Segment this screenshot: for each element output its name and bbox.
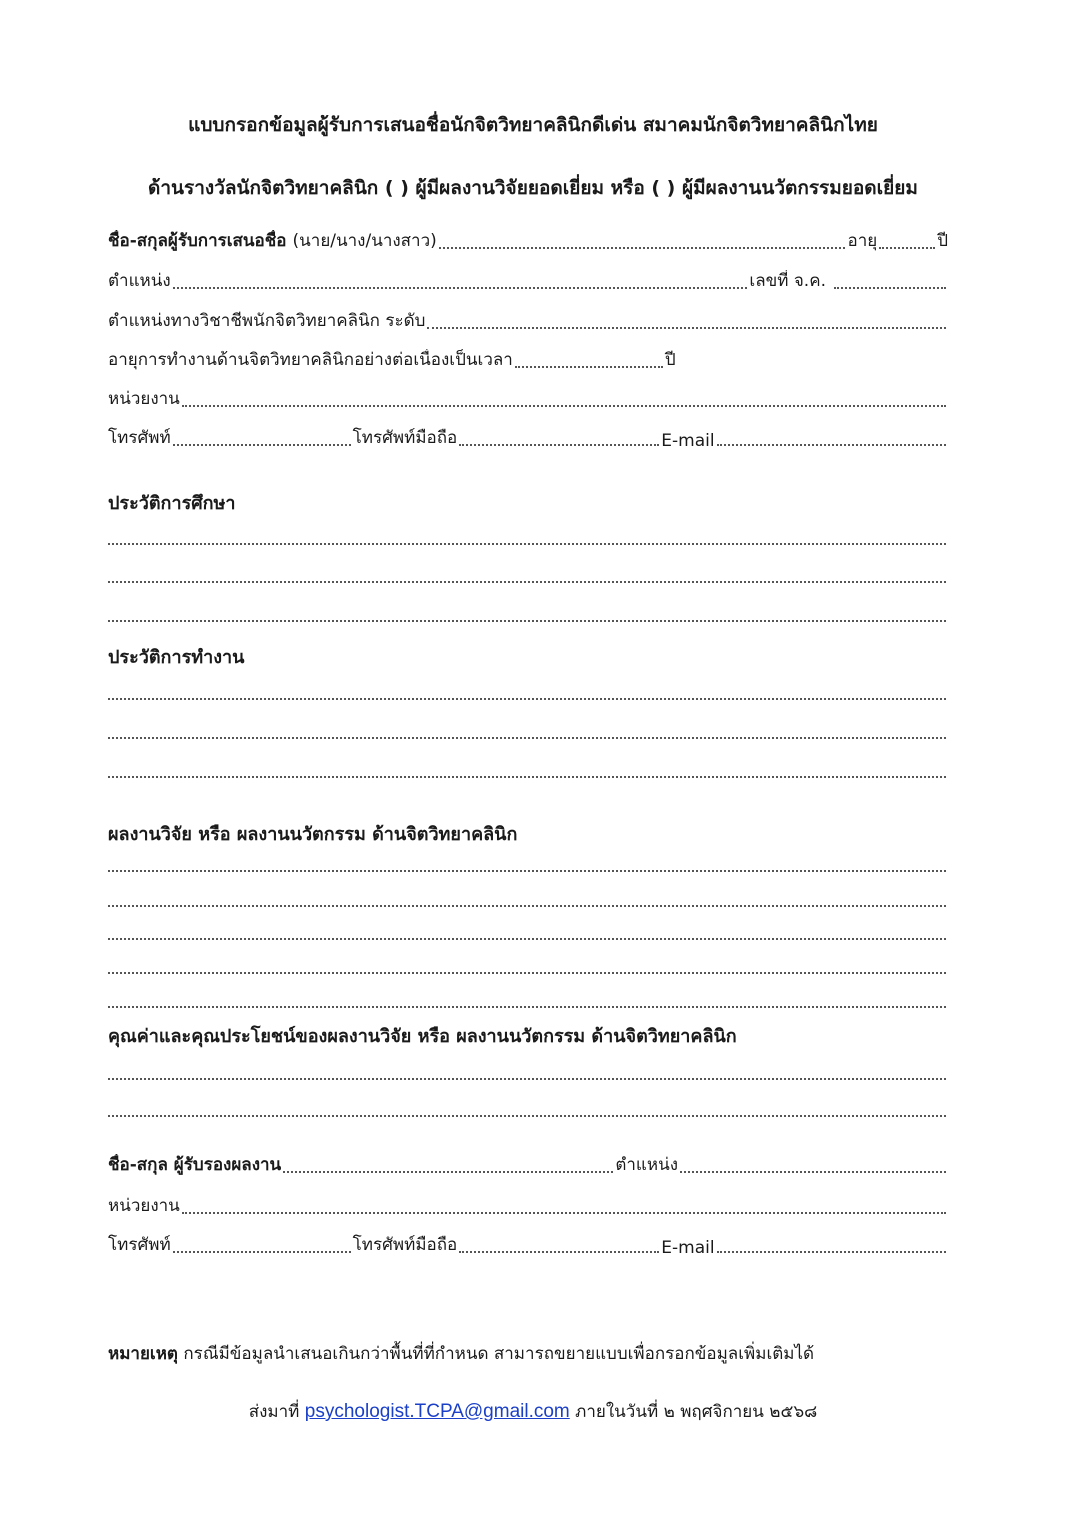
certifier-agency-row [108, 1195, 948, 1219]
note-label: หมายเหตุ [108, 1344, 178, 1364]
nominee-mobile-field[interactable] [459, 444, 659, 446]
nominee-agency-field[interactable] [182, 405, 946, 407]
nominee-experience-unit: ปี [664, 350, 676, 370]
form-subtitle: ด้านรางวัลนักจิตวิทยาคลินิก ( ) ผู้มีผลงานวิจัยยอดเยี่ยม หรือ ( ) ผู้มีผลงานนวัตกรรมยอดเยี่ยม [148, 177, 918, 199]
nominee-agency-label: หน่วยงาน [108, 389, 180, 409]
certifier-email-label: E-mail [661, 1238, 715, 1258]
certifier-name-field[interactable] [283, 1171, 613, 1173]
nominee-name-label: ชื่อ-สกุลผู้รับการเสนอชื่อ [108, 231, 287, 251]
nominee-name-field[interactable] [439, 247, 846, 249]
nominee-position-field[interactable] [173, 287, 748, 289]
note-text: กรณีมีข้อมูลนำเสนอเกินกว่าพื้นที่ที่กำหนด สามารถขยายแบบเพื่อกรอกข้อมูลเพิ่มเติมได้ [183, 1344, 815, 1364]
research-line[interactable] [108, 1006, 946, 1008]
education-heading: ประวัติการศึกษา [108, 493, 236, 514]
value-line[interactable] [108, 1078, 946, 1080]
nominee-experience-label: อายุการทำงานด้านจิตวิทยาคลินิกอย่างต่อเนื่องเป็นเวลา [108, 350, 513, 370]
research-line[interactable] [108, 870, 946, 872]
work-line[interactable] [108, 698, 946, 700]
certifier-agency-label: หน่วยงาน [108, 1196, 180, 1216]
nominee-mobile-label: โทรศัพท์มือถือ [352, 428, 458, 448]
certifier-name-row [108, 1154, 948, 1178]
nominee-position-row [108, 270, 948, 294]
value-heading: คุณค่าและคุณประโยชน์ของผลงานวิจัย หรือ ผลงานนวัตกรรม ด้านจิตวิทยาคลินิก [108, 1026, 737, 1047]
nominee-experience-row [108, 349, 948, 373]
certifier-contact-row [108, 1234, 948, 1258]
certifier-phone-label: โทรศัพท์ [108, 1235, 171, 1255]
note-row [108, 1340, 814, 1367]
nominee-academic-row [108, 310, 948, 334]
certifier-position-field[interactable] [680, 1171, 946, 1173]
work-heading: ประวัติการทำงาน [108, 647, 245, 668]
certifier-agency-field[interactable] [182, 1212, 946, 1214]
form-title: แบบกรอกข้อมูลผู้รับการเสนอชื่อนักจิตวิทยาคลินิกดีเด่น สมาคมนักจิตวิทยาคลินิกไทย [188, 114, 878, 136]
submission-prefix: ส่งมาที่ [248, 1402, 300, 1422]
nominee-experience-field[interactable] [515, 366, 663, 368]
submission-email-link[interactable]: psychologist.TCPA@gmail.com [304, 1401, 570, 1422]
work-line[interactable] [108, 737, 946, 739]
research-line[interactable] [108, 938, 946, 940]
nominee-phone-label: โทรศัพท์ [108, 428, 171, 448]
certifier-mobile-label: โทรศัพท์มือถือ [352, 1235, 458, 1255]
education-line[interactable] [108, 620, 946, 622]
certifier-phone-field[interactable] [173, 1251, 351, 1253]
certifier-mobile-field[interactable] [459, 1251, 659, 1253]
education-line[interactable] [108, 581, 946, 583]
submission-deadline: ภายในวันที่ ๒ พฤศจิกายน ๒๕๖๘ [575, 1402, 818, 1422]
nominee-email-field[interactable] [717, 444, 946, 446]
work-line[interactable] [108, 776, 946, 778]
research-line[interactable] [108, 972, 946, 974]
certifier-position-label: ตำแหน่ง [615, 1155, 678, 1175]
nominee-academic-field[interactable] [427, 327, 946, 329]
nominee-title-options: (นาย/นาง/นางสาว) [292, 231, 437, 251]
nominee-contact-row [108, 427, 948, 451]
value-line[interactable] [108, 1115, 946, 1117]
submission-row [0, 1398, 1066, 1425]
nominee-license-label: เลขที่ จ.ค. [749, 271, 826, 291]
nominee-agency-row [108, 388, 948, 412]
certifier-name-label: ชื่อ-สกุล ผู้รับรองผลงาน [108, 1155, 282, 1175]
nominee-age-label: อายุ [847, 231, 878, 251]
nominee-phone-field[interactable] [173, 444, 351, 446]
nominee-age-unit: ปี [937, 231, 948, 251]
education-line[interactable] [108, 543, 946, 545]
nominee-position-label: ตำแหน่ง [108, 271, 171, 291]
certifier-email-field[interactable] [717, 1251, 946, 1253]
research-heading: ผลงานวิจัย หรือ ผลงานนวัตกรรม ด้านจิตวิทยาคลินิก [108, 824, 518, 845]
research-line[interactable] [108, 905, 946, 907]
nominee-age-field[interactable] [879, 247, 935, 249]
nominee-name-row [108, 230, 948, 254]
nominee-license-field[interactable] [834, 287, 946, 289]
nominee-academic-label: ตำแหน่งทางวิชาชีพนักจิตวิทยาคลินิก ระดับ [108, 311, 426, 331]
nominee-email-label: E-mail [661, 431, 715, 451]
